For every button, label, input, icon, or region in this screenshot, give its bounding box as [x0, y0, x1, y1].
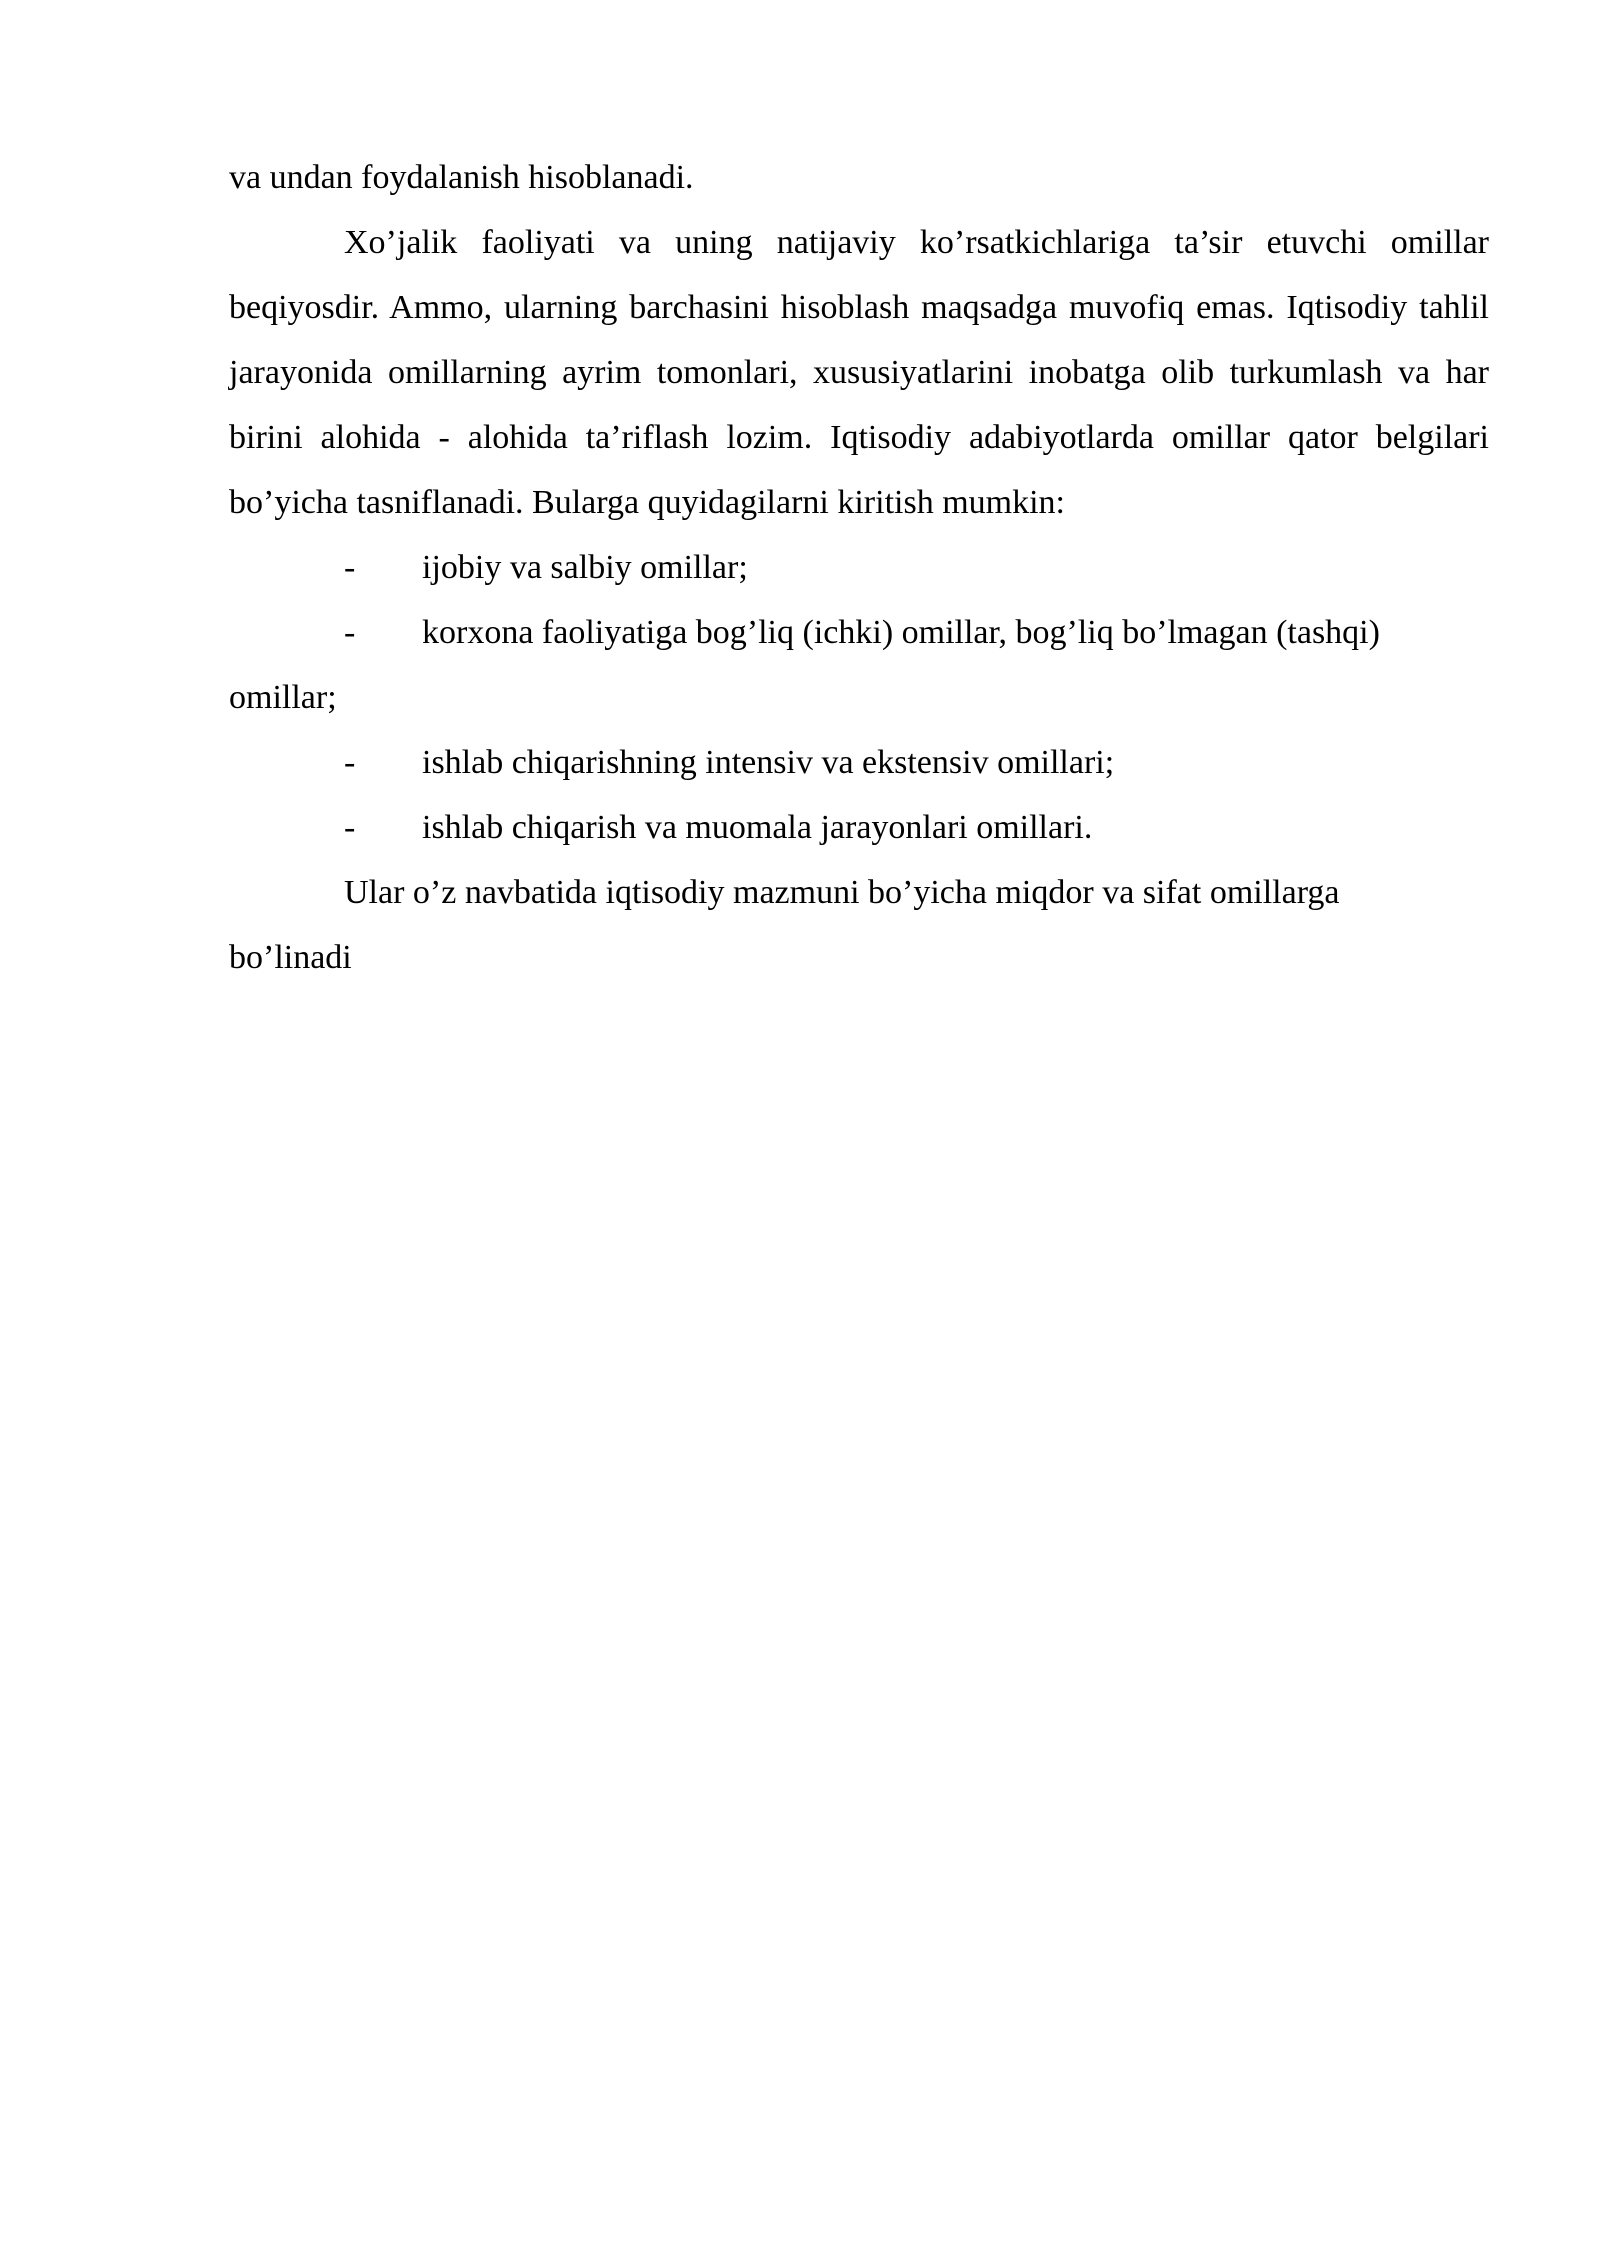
list-item	[229, 535, 1489, 600]
list-marker: -	[344, 744, 356, 781]
list-marker: -	[344, 549, 356, 586]
list-marker: -	[344, 614, 356, 651]
document-body	[229, 145, 1489, 990]
list-marker: -	[344, 809, 356, 846]
list-item	[229, 795, 1489, 860]
list-item	[229, 730, 1489, 795]
list-item-text: korxona faoliyatiga bog’liq (ichki) omillar, bog’liq bo’lmagan (tashqi) omillar;	[229, 614, 1380, 716]
list-item-text: ishlab chiqarish va muomala jarayonlari omillari.	[422, 809, 1093, 846]
list-item-text: ijobiy va salbiy omillar;	[422, 549, 748, 586]
paragraph-factor-division: Ular o’z navbatida iqtisodiy mazmuni bo’yicha miqdor va sifat omillarga bo’linadi	[229, 874, 1340, 976]
list-item-text: ishlab chiqarishning intensiv va ekstensiv omillari;	[422, 744, 1115, 781]
paragraph-continuation: va undan foydalanish hisoblanadi.	[229, 159, 694, 196]
paragraph-factors-intro: Xo’jalik faoliyati va uning natijaviy ko’rsatkichlariga ta’sir etuvchi omillar beqiyosdir. Ammo, ularning barchasini hisoblash maqsadga muvofiq emas. Iqtisodiy tahlil jarayonida omillarning ayrim tomonlari, xususiyatlarini inobatga olib turkumlash va har birini alohida - alohida ta’riflash lozim. Iqtisodiy adabiyotlarda omillar qator belgilari bo’yicha tasniflanadi. Bularga quyidagilarni kiritish mumkin:	[229, 224, 1489, 521]
list-item	[229, 600, 1489, 730]
